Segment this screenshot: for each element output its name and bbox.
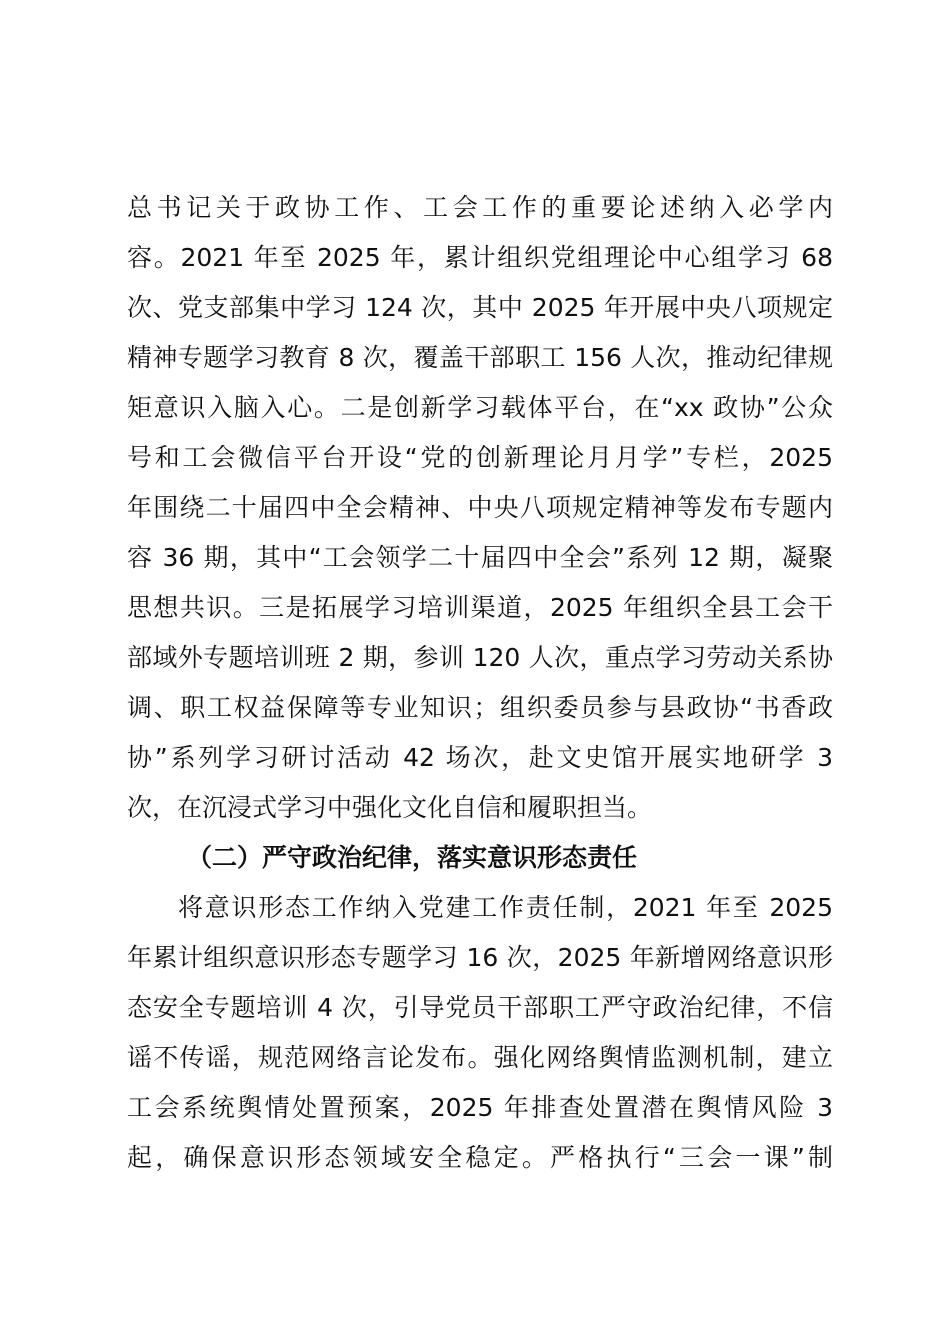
text-line: 精神专题学习教育 8 次，覆盖干部职工 156 人次，推动纪律规 (127, 343, 833, 372)
text-line: 容。2021 年至 2025 年，累计组织党组理论中心组学习 68 (127, 243, 833, 272)
text-line: 容 36 期，其中“工会领学二十届四中全会”系列 12 期，凝聚 (127, 543, 833, 572)
document-body (127, 183, 833, 1183)
text-line: 思想共识。三是拓展学习培训渠道，2025 年组织全县工会干 (127, 593, 833, 622)
text-line: 部域外专题培训班 2 期，参训 120 人次，重点学习劳动关系协 (127, 643, 833, 672)
text-line: 次、党支部集中学习 124 次，其中 2025 年开展中央八项规定 (127, 293, 833, 322)
text-line: 年累计组织意识形态专题学习 16 次，2025 年新增网络意识形 (127, 943, 833, 972)
paragraph-learning-activities (127, 183, 833, 833)
text-line: 协”系列学习研讨活动 42 场次，赴文史馆开展实地研学 3 (127, 743, 833, 772)
text-line: 态安全专题培训 4 次，引导党员干部职工严守政治纪律，不信 (127, 993, 833, 1022)
text-line: 总书记关于政协工作、工会工作的重要论述纳入必学内 (127, 193, 833, 222)
text-line: 将意识形态工作纳入党建工作责任制，2021 年至 2025 (178, 893, 833, 922)
section-heading: （二）严守政治纪律，落实意识形态责任 (187, 843, 638, 872)
text-line: 调、职工权益保障等专业知识；组织委员参与县政协“书香政 (127, 693, 833, 722)
text-line: 次，在沉浸式学习中强化文化自信和履职担当。 (127, 793, 653, 822)
text-line: 号和工会微信平台开设“党的创新理论月月学”专栏，2025 (127, 443, 833, 472)
text-line: 年围绕二十届四中全会精神、中央八项规定精神等发布专题内 (127, 493, 833, 522)
paragraph-ideology-responsibility (127, 883, 833, 1183)
text-line: 谣不传谣，规范网络言论发布。强化网络舆情监测机制，建立 (127, 1043, 833, 1072)
text-line: 起，确保意识形态领域安全稳定。严格执行“三会一课”制 (127, 1143, 833, 1172)
text-line: 工会系统舆情处置预案，2025 年排查处置潜在舆情风险 3 (127, 1093, 833, 1122)
text-line: 矩意识入脑入心。二是创新学习载体平台，在“xx 政协”公众 (127, 393, 833, 422)
